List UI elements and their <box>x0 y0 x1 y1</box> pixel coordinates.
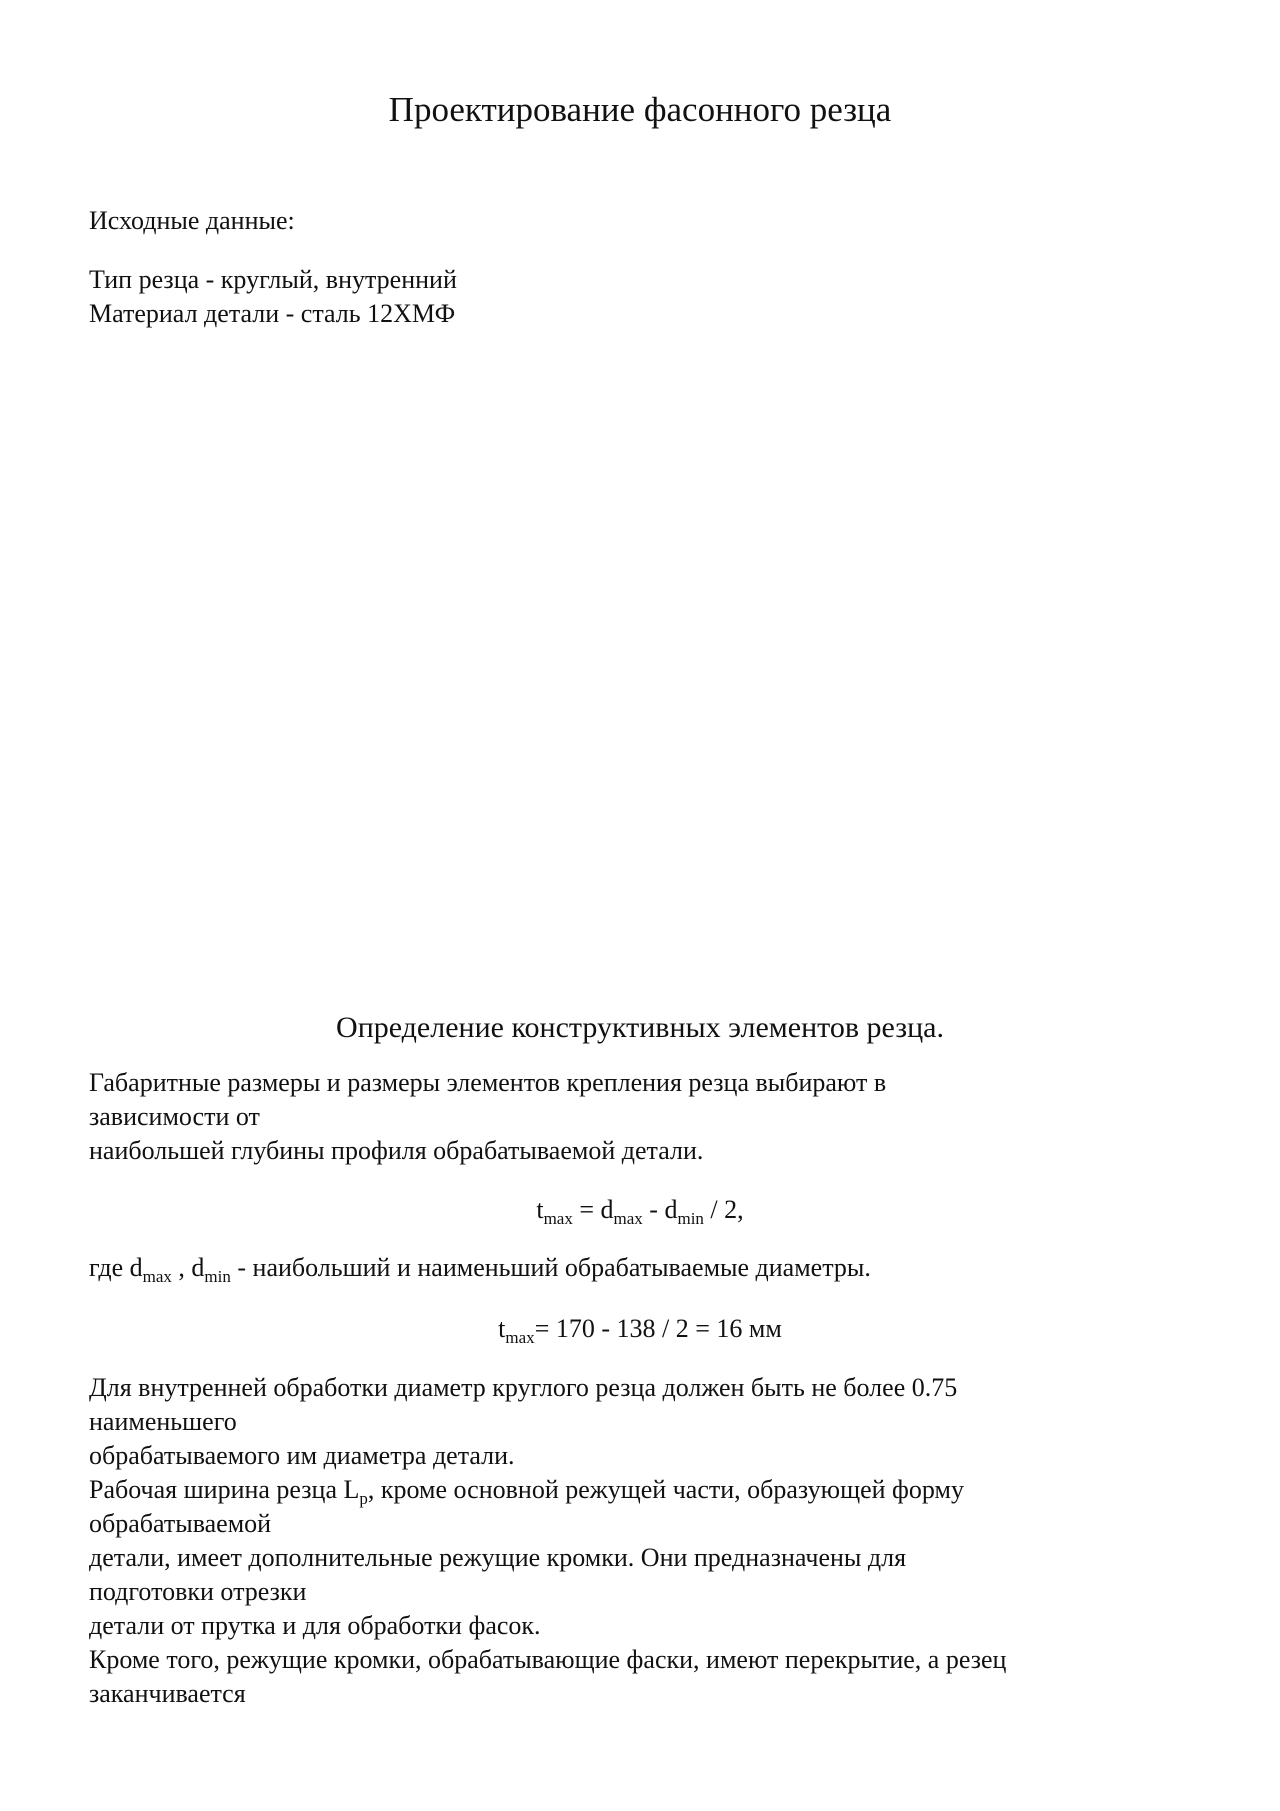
p3-tail: , кроме основной режущей части, образующей форму <box>367 1475 964 1504</box>
formula-tmax-value <box>0 1312 1280 1346</box>
formula2-tail: = 170 - 138 / 2 = 16 мм <box>534 1314 782 1343</box>
paragraph-2-line-3: обрабатываемого им диаметра детали. <box>89 1441 515 1470</box>
paragraph-2-line-2: наименьшего <box>89 1407 237 1436</box>
paragraph-1-line-1: Габаритные размеры и размеры элементов крепления резца выбирают в <box>89 1068 887 1097</box>
p3-sub: р <box>359 1489 368 1508</box>
where-prefix: где d <box>89 1253 143 1282</box>
paragraph-3-line-2: обрабатываемой <box>89 1509 272 1538</box>
paragraph-3-line-4: подготовки отрезки <box>89 1577 307 1606</box>
material-line: Материал детали - сталь 12ХМФ <box>89 299 456 328</box>
where-d1-sub: max <box>142 1267 172 1286</box>
formula-eq: = d <box>572 1195 614 1224</box>
where-line <box>89 1251 1189 1285</box>
paragraph-3-line-3: детали, имеет дополнительные режущие кромки. Они предназначены для <box>89 1543 907 1572</box>
formula-t-sub: max <box>543 1209 573 1228</box>
page-title: Проектирование фасонного резца <box>388 90 892 129</box>
paragraph-3-line-6: Кроме того, режущие кромки, обрабатывающие фаски, имеют перекрытие, а резец <box>89 1645 1007 1674</box>
formula-tail: / 2, <box>703 1195 744 1224</box>
formula-minus: - d <box>642 1195 678 1224</box>
cutter-type-line: Тип резца - круглый, внутренний <box>89 265 457 294</box>
section-title: Определение конструктивных элементов резца. <box>336 1011 944 1044</box>
where-tail: - наибольший и наименьший обрабатываемые диаметры. <box>230 1253 871 1282</box>
paragraph-2-line-1: Для внутренней обработки диаметр круглого резца должен быть не более 0.75 <box>89 1373 958 1402</box>
paragraph-3-line-1 <box>89 1473 1189 1507</box>
p3-prefix: Рабочая ширина резца L <box>89 1475 360 1504</box>
formula2-t-sub: max <box>505 1328 535 1347</box>
formula-t: t <box>536 1195 544 1224</box>
where-d2-sub: min <box>204 1267 231 1286</box>
paragraph-1-line-3: наибольшей глубины профиля обрабатываемой детали. <box>89 1136 704 1165</box>
initial-data-heading: Исходные данные: <box>89 206 295 235</box>
paragraph-1-line-2: зависимости от <box>89 1102 260 1131</box>
where-mid: , d <box>171 1253 205 1282</box>
formula-d1-sub: max <box>613 1209 643 1228</box>
paragraph-3-line-5: детали от прутка и для обработки фасок. <box>89 1611 541 1640</box>
formula-tmax <box>0 1193 1280 1227</box>
formula-d2-sub: min <box>677 1209 704 1228</box>
formula2-t: t <box>498 1314 506 1343</box>
paragraph-3-line-7: заканчивается <box>89 1679 246 1708</box>
